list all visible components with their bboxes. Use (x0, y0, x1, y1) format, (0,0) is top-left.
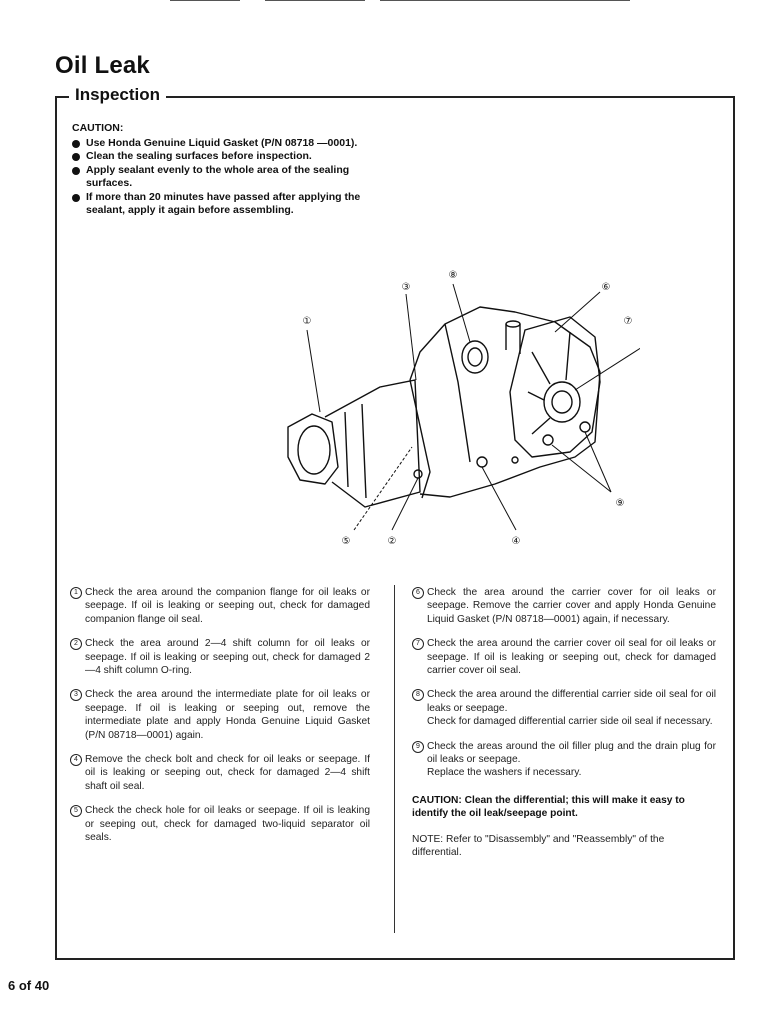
carrier-cover-ribs (528, 332, 570, 434)
differential-diagram (270, 262, 640, 552)
leader-line-4 (482, 467, 516, 530)
carrier-cover-oil-seal (544, 382, 580, 422)
step-item-2 (70, 637, 370, 677)
caution-list (72, 137, 372, 218)
filler-tube (506, 324, 520, 354)
caution-item: Apply sealant evenly to the whole area of the sealing surfaces. (72, 164, 372, 191)
step-text: Check the area around the carrier cover for oil leaks or seepage. Remove the carrier cover and apply Honda Genuine Liquid Gasket (P/N 08718—0001) again, if necessary. (427, 587, 716, 625)
leader-line-1 (307, 330, 320, 412)
caution-heading: CAUTION: (72, 122, 124, 134)
step-text-secondary: Replace the washers if necessary. (427, 767, 582, 779)
caution-item: If more than 20 minutes have passed after applying the sealant, apply it again before assembling. (72, 191, 372, 218)
column-divider (394, 585, 395, 933)
callout-3: ③ (401, 282, 411, 293)
section-title: Inspection (75, 85, 161, 104)
step-item-7 (412, 637, 716, 677)
carrier-cover-oil-seal-inner (552, 391, 572, 413)
top-rule-right (380, 0, 630, 1)
step-text: Check the area around 2—4 shift column for oil leaks or seepage. If oil is leaking or seeping out, check for damaged 2—4 shift column O-ring. (85, 638, 370, 677)
frame-border-right (733, 96, 735, 959)
step-number: 8 (412, 689, 424, 701)
step-text: Remove the check bolt and check for oil leaks or seepage. If oil is leaking or seeping out, check for damaged 2—4 shift shaft oil seal. (85, 754, 370, 792)
differential-caution: CAUTION: Clean the differential; this will make it easy to identify the oil leak/seepage point. (412, 794, 685, 820)
step-item-1 (70, 586, 370, 626)
leader-line-6 (555, 292, 600, 332)
step-number: 7 (412, 638, 424, 650)
case-bolt (512, 457, 518, 463)
step-number: 9 (412, 741, 424, 753)
caution-item: Use Honda Genuine Liquid Gasket (P/N 08718 —0001). (72, 137, 372, 151)
page-number: 6 of 40 (8, 978, 50, 993)
step-text: Check the check hole for oil leaks or seepage. If oil is leaking or seeping out, check for damaged two-liquid separator oil seals. (85, 805, 370, 844)
step-number: 3 (70, 689, 82, 701)
note: NOTE: Refer to "Disassembly" and "Reassembly" of the differential. (412, 833, 665, 859)
step-text: Check the areas around the oil filler plug and the drain plug for oil leaks or seepage. (427, 740, 716, 766)
side-oil-seal-inner (468, 348, 482, 366)
callout-7: ⑦ (623, 316, 633, 327)
caution-item: Clean the sealing surfaces before inspection. (72, 150, 372, 164)
callout-6: ⑥ (601, 282, 611, 293)
extension-housing-shape (325, 380, 420, 507)
filler-tube-top (506, 321, 520, 327)
step-item-6 (412, 586, 716, 626)
step-number: 4 (70, 754, 82, 766)
leader-line-7 (575, 328, 640, 390)
callout-4: ④ (511, 536, 521, 547)
frame-border-bottom (55, 958, 735, 960)
page-title: Oil Leak (55, 52, 150, 79)
top-rule-mid (265, 0, 365, 1)
callout-1: ① (302, 316, 312, 327)
step-text: Check the area around the differential carrier side oil seal for oil leaks or seepage. (427, 689, 716, 714)
frame-border-top-left (55, 96, 69, 98)
step-number: 6 (412, 587, 424, 599)
check-bolt (414, 470, 422, 478)
drain-plug (543, 435, 553, 445)
leader-line-9a (585, 432, 611, 492)
steps-left-column (70, 586, 370, 856)
top-rule-left (170, 0, 240, 1)
step-text: Check the area around the intermediate plate for oil leaks or seepage. If oil is leaking or seeping out, remove the intermediate plate and apply Honda Genuine Liquid Gasket (P/N 08718—0001) again. (85, 689, 370, 741)
leader-line-5 (354, 447, 412, 530)
step-item-9 (412, 740, 716, 780)
callout-5: ⑤ (341, 536, 351, 547)
step-text-secondary: Check for damaged differential carrier side oil seal if necessary. (427, 716, 713, 728)
step-number: 1 (70, 587, 82, 599)
step-item-5 (70, 804, 370, 844)
callout-8: ⑧ (448, 270, 458, 281)
step-item-8 (412, 688, 716, 728)
extension-ribs (345, 404, 366, 498)
leader-line-3 (406, 294, 416, 380)
step-text: Check the area around the carrier cover oil seal for oil leaks or seepage. If oil is leaking or seeping out, check for damaged carrier cover oil seal. (427, 638, 716, 677)
step-item-3 (70, 688, 370, 742)
step-item-4 (70, 753, 370, 793)
callout-2: ② (387, 536, 397, 547)
frame-border-top-right (166, 96, 735, 98)
step-number: 2 (70, 638, 82, 650)
leader-line-2 (392, 478, 418, 530)
step-text: Check the area around the companion flange for oil leaks or seepage. If oil is leaking or seeping out, check for damaged companion flange oil seal. (85, 587, 370, 625)
frame-border-left (55, 96, 57, 959)
steps-right-column (412, 586, 716, 860)
filler-plug (580, 422, 590, 432)
case-bolt (477, 457, 487, 467)
callout-9: ⑨ (615, 498, 625, 509)
side-oil-seal (462, 341, 488, 373)
caution-block (72, 122, 372, 218)
step-number: 5 (70, 805, 82, 817)
